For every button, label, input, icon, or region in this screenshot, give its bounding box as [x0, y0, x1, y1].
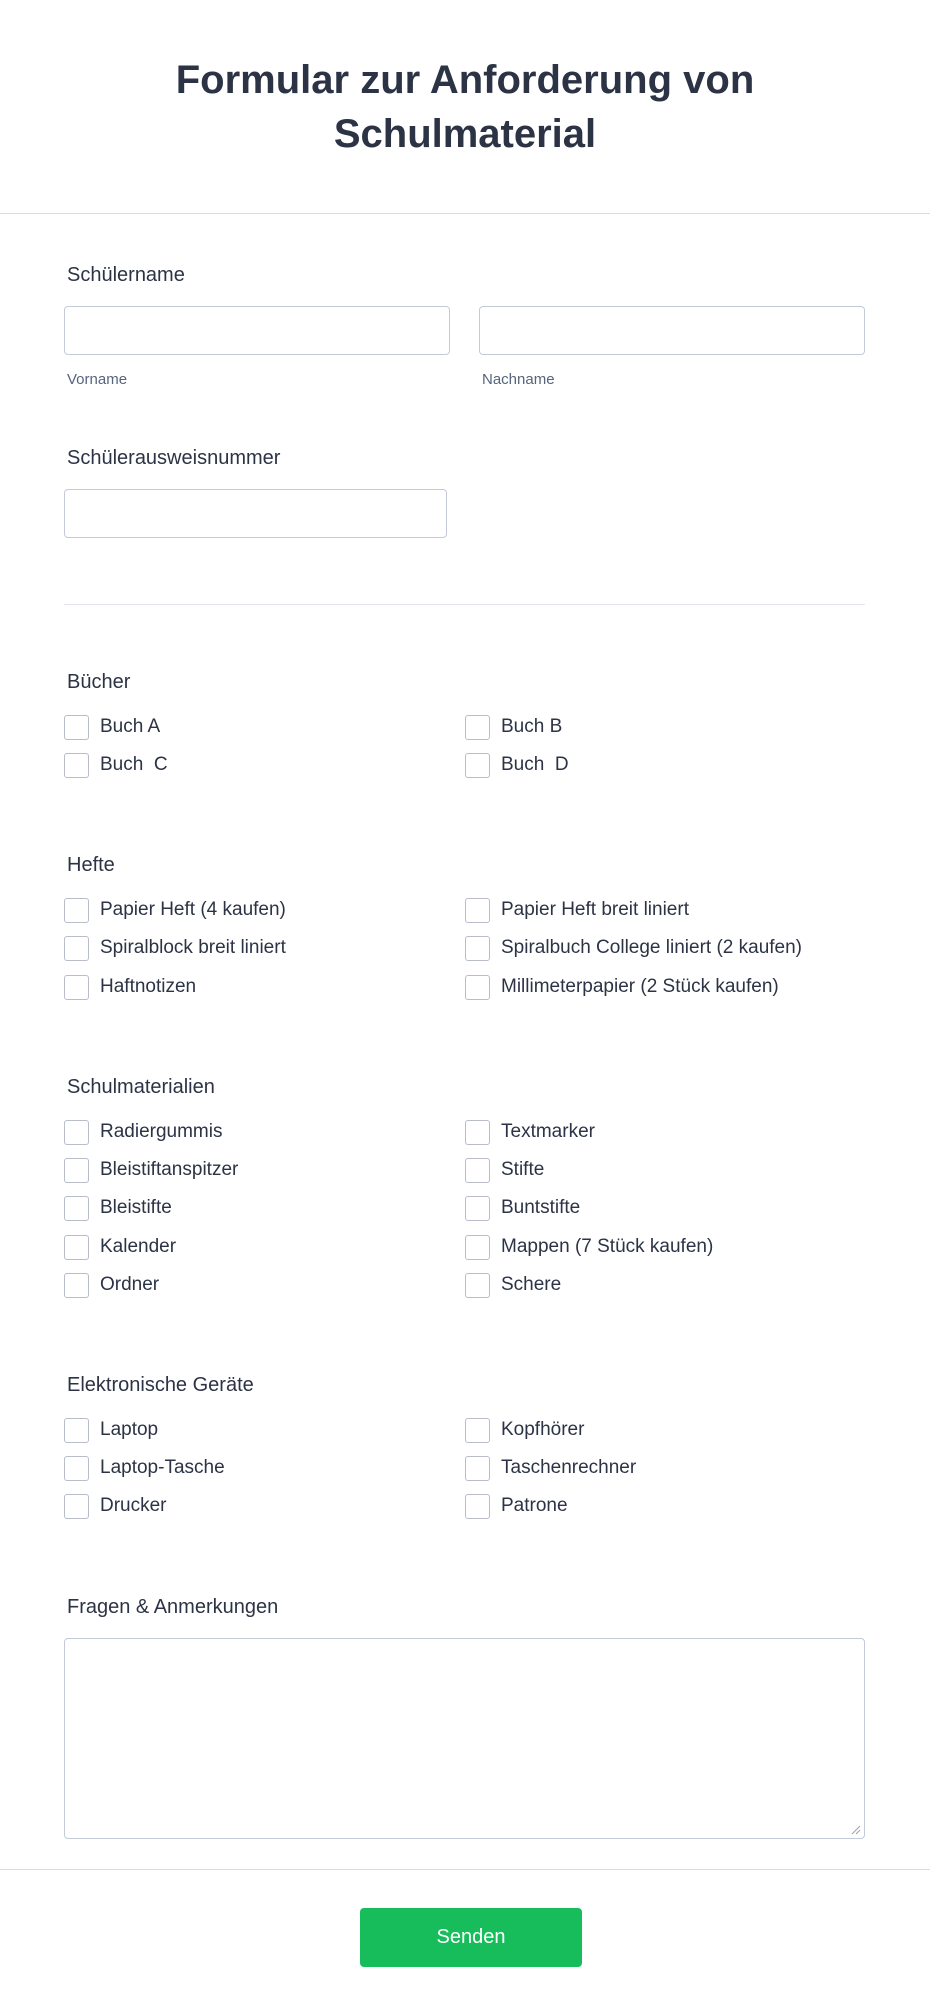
- option-label: Stifte: [501, 1159, 545, 1180]
- supplies-option-6[interactable]: [465, 1195, 580, 1221]
- option-label: Bleistifte: [100, 1197, 172, 1218]
- option-label: Mappen (7 Stück kaufen): [501, 1236, 714, 1257]
- checkbox[interactable]: [465, 1273, 490, 1298]
- checkbox[interactable]: [465, 1196, 490, 1221]
- checkbox[interactable]: [64, 1273, 89, 1298]
- books-option-2[interactable]: [465, 714, 562, 740]
- checkbox[interactable]: [465, 1158, 490, 1183]
- supplies-option-2[interactable]: [465, 1119, 595, 1145]
- checkbox[interactable]: [465, 715, 490, 740]
- notebooks-label: Hefte: [67, 854, 115, 876]
- books-option-4[interactable]: [465, 752, 569, 778]
- supplies-option-5[interactable]: [64, 1195, 172, 1221]
- supplies-option-4[interactable]: [465, 1157, 544, 1183]
- checkbox[interactable]: [465, 975, 490, 1000]
- supplies-option-9[interactable]: [64, 1272, 159, 1298]
- questions-textarea[interactable]: [64, 1638, 865, 1839]
- footer-divider: [0, 1869, 930, 1870]
- checkbox[interactable]: [465, 1418, 490, 1443]
- option-label: Kopfhörer: [501, 1419, 585, 1440]
- last-name-sublabel: Nachname: [482, 371, 555, 388]
- option-label: Radiergummis: [100, 1121, 223, 1142]
- form-title: Formular zur Anforderung von Schulmaterial: [175, 57, 755, 156]
- option-label: Laptop-Tasche: [100, 1457, 225, 1478]
- checkbox[interactable]: [64, 1158, 89, 1183]
- option-label: Schere: [501, 1274, 562, 1295]
- section-divider: [64, 604, 865, 605]
- student-name-label: Schülername: [67, 264, 185, 286]
- option-label: Ordner: [100, 1274, 160, 1295]
- supplies-option-7[interactable]: [64, 1234, 176, 1260]
- first-name-input[interactable]: [64, 306, 450, 355]
- student-id-input[interactable]: [64, 489, 447, 538]
- option-label: Textmarker: [501, 1121, 595, 1142]
- option-label: Buch A: [100, 716, 161, 737]
- books-label: Bücher: [67, 671, 131, 693]
- option-label: Patrone: [501, 1495, 568, 1516]
- checkbox[interactable]: [64, 1120, 89, 1145]
- electronics-option-5[interactable]: [64, 1493, 167, 1519]
- checkbox[interactable]: [64, 975, 89, 1000]
- checkbox[interactable]: [64, 1456, 89, 1481]
- checkbox[interactable]: [465, 1235, 490, 1260]
- option-label: Buntstifte: [501, 1197, 581, 1218]
- option-label: Kalender: [100, 1236, 177, 1257]
- student-id-label: Schülerausweisnummer: [67, 447, 281, 469]
- checkbox[interactable]: [64, 898, 89, 923]
- electronics-option-3[interactable]: [64, 1455, 225, 1481]
- checkbox[interactable]: [465, 1456, 490, 1481]
- electronics-label: Elektronische Geräte: [67, 1374, 254, 1396]
- checkbox[interactable]: [64, 1494, 89, 1519]
- notebooks-option-1[interactable]: [64, 897, 286, 923]
- checkbox[interactable]: [465, 1120, 490, 1145]
- first-name-sublabel: Vorname: [67, 371, 128, 388]
- checkbox[interactable]: [64, 1196, 89, 1221]
- form-header: [0, 0, 930, 214]
- option-label: Spiralbuch College liniert (2 kaufen): [501, 937, 802, 958]
- notebooks-option-4[interactable]: [465, 935, 802, 961]
- checkbox[interactable]: [465, 1494, 490, 1519]
- notebooks-option-3[interactable]: [64, 935, 286, 961]
- electronics-option-2[interactable]: [465, 1417, 584, 1443]
- option-label: Buch B: [501, 716, 563, 737]
- submit-button[interactable]: Senden: [360, 1908, 582, 1967]
- last-name-input[interactable]: [479, 306, 865, 355]
- supplies-label: Schulmaterialien: [67, 1076, 215, 1098]
- option-label: Spiralblock breit liniert: [100, 937, 286, 958]
- checkbox[interactable]: [64, 1235, 89, 1260]
- checkbox[interactable]: [64, 715, 89, 740]
- option-label: Haftnotizen: [100, 976, 197, 997]
- electronics-option-4[interactable]: [465, 1455, 636, 1481]
- checkbox[interactable]: [64, 1418, 89, 1443]
- questions-label: Fragen & Anmerkungen: [67, 1596, 279, 1618]
- checkbox[interactable]: [465, 898, 490, 923]
- books-option-1[interactable]: [64, 714, 160, 740]
- checkbox[interactable]: [64, 936, 89, 961]
- electronics-option-1[interactable]: [64, 1417, 158, 1443]
- option-label: Millimeterpapier (2 Stück kaufen): [501, 976, 779, 997]
- notebooks-option-2[interactable]: [465, 897, 689, 923]
- supplies-option-1[interactable]: [64, 1119, 222, 1145]
- notebooks-option-5[interactable]: [64, 974, 196, 1000]
- checkbox[interactable]: [64, 753, 89, 778]
- resize-handle-icon[interactable]: [851, 1825, 861, 1835]
- option-label: Drucker: [100, 1495, 167, 1516]
- option-label: Bleistiftanspitzer: [100, 1159, 239, 1180]
- supplies-option-8[interactable]: [465, 1234, 713, 1260]
- checkbox[interactable]: [465, 753, 490, 778]
- option-label: Laptop: [100, 1419, 159, 1440]
- electronics-option-6[interactable]: [465, 1493, 568, 1519]
- option-label: Buch C: [100, 754, 168, 775]
- option-label: Buch D: [501, 754, 569, 775]
- notebooks-option-6[interactable]: [465, 974, 779, 1000]
- checkbox[interactable]: [465, 936, 490, 961]
- supplies-option-3[interactable]: [64, 1157, 238, 1183]
- option-label: Taschenrechner: [501, 1457, 637, 1478]
- books-option-3[interactable]: [64, 752, 168, 778]
- option-label: Papier Heft breit liniert: [501, 899, 689, 920]
- option-label: Papier Heft (4 kaufen): [100, 899, 286, 920]
- supplies-option-10[interactable]: [465, 1272, 561, 1298]
